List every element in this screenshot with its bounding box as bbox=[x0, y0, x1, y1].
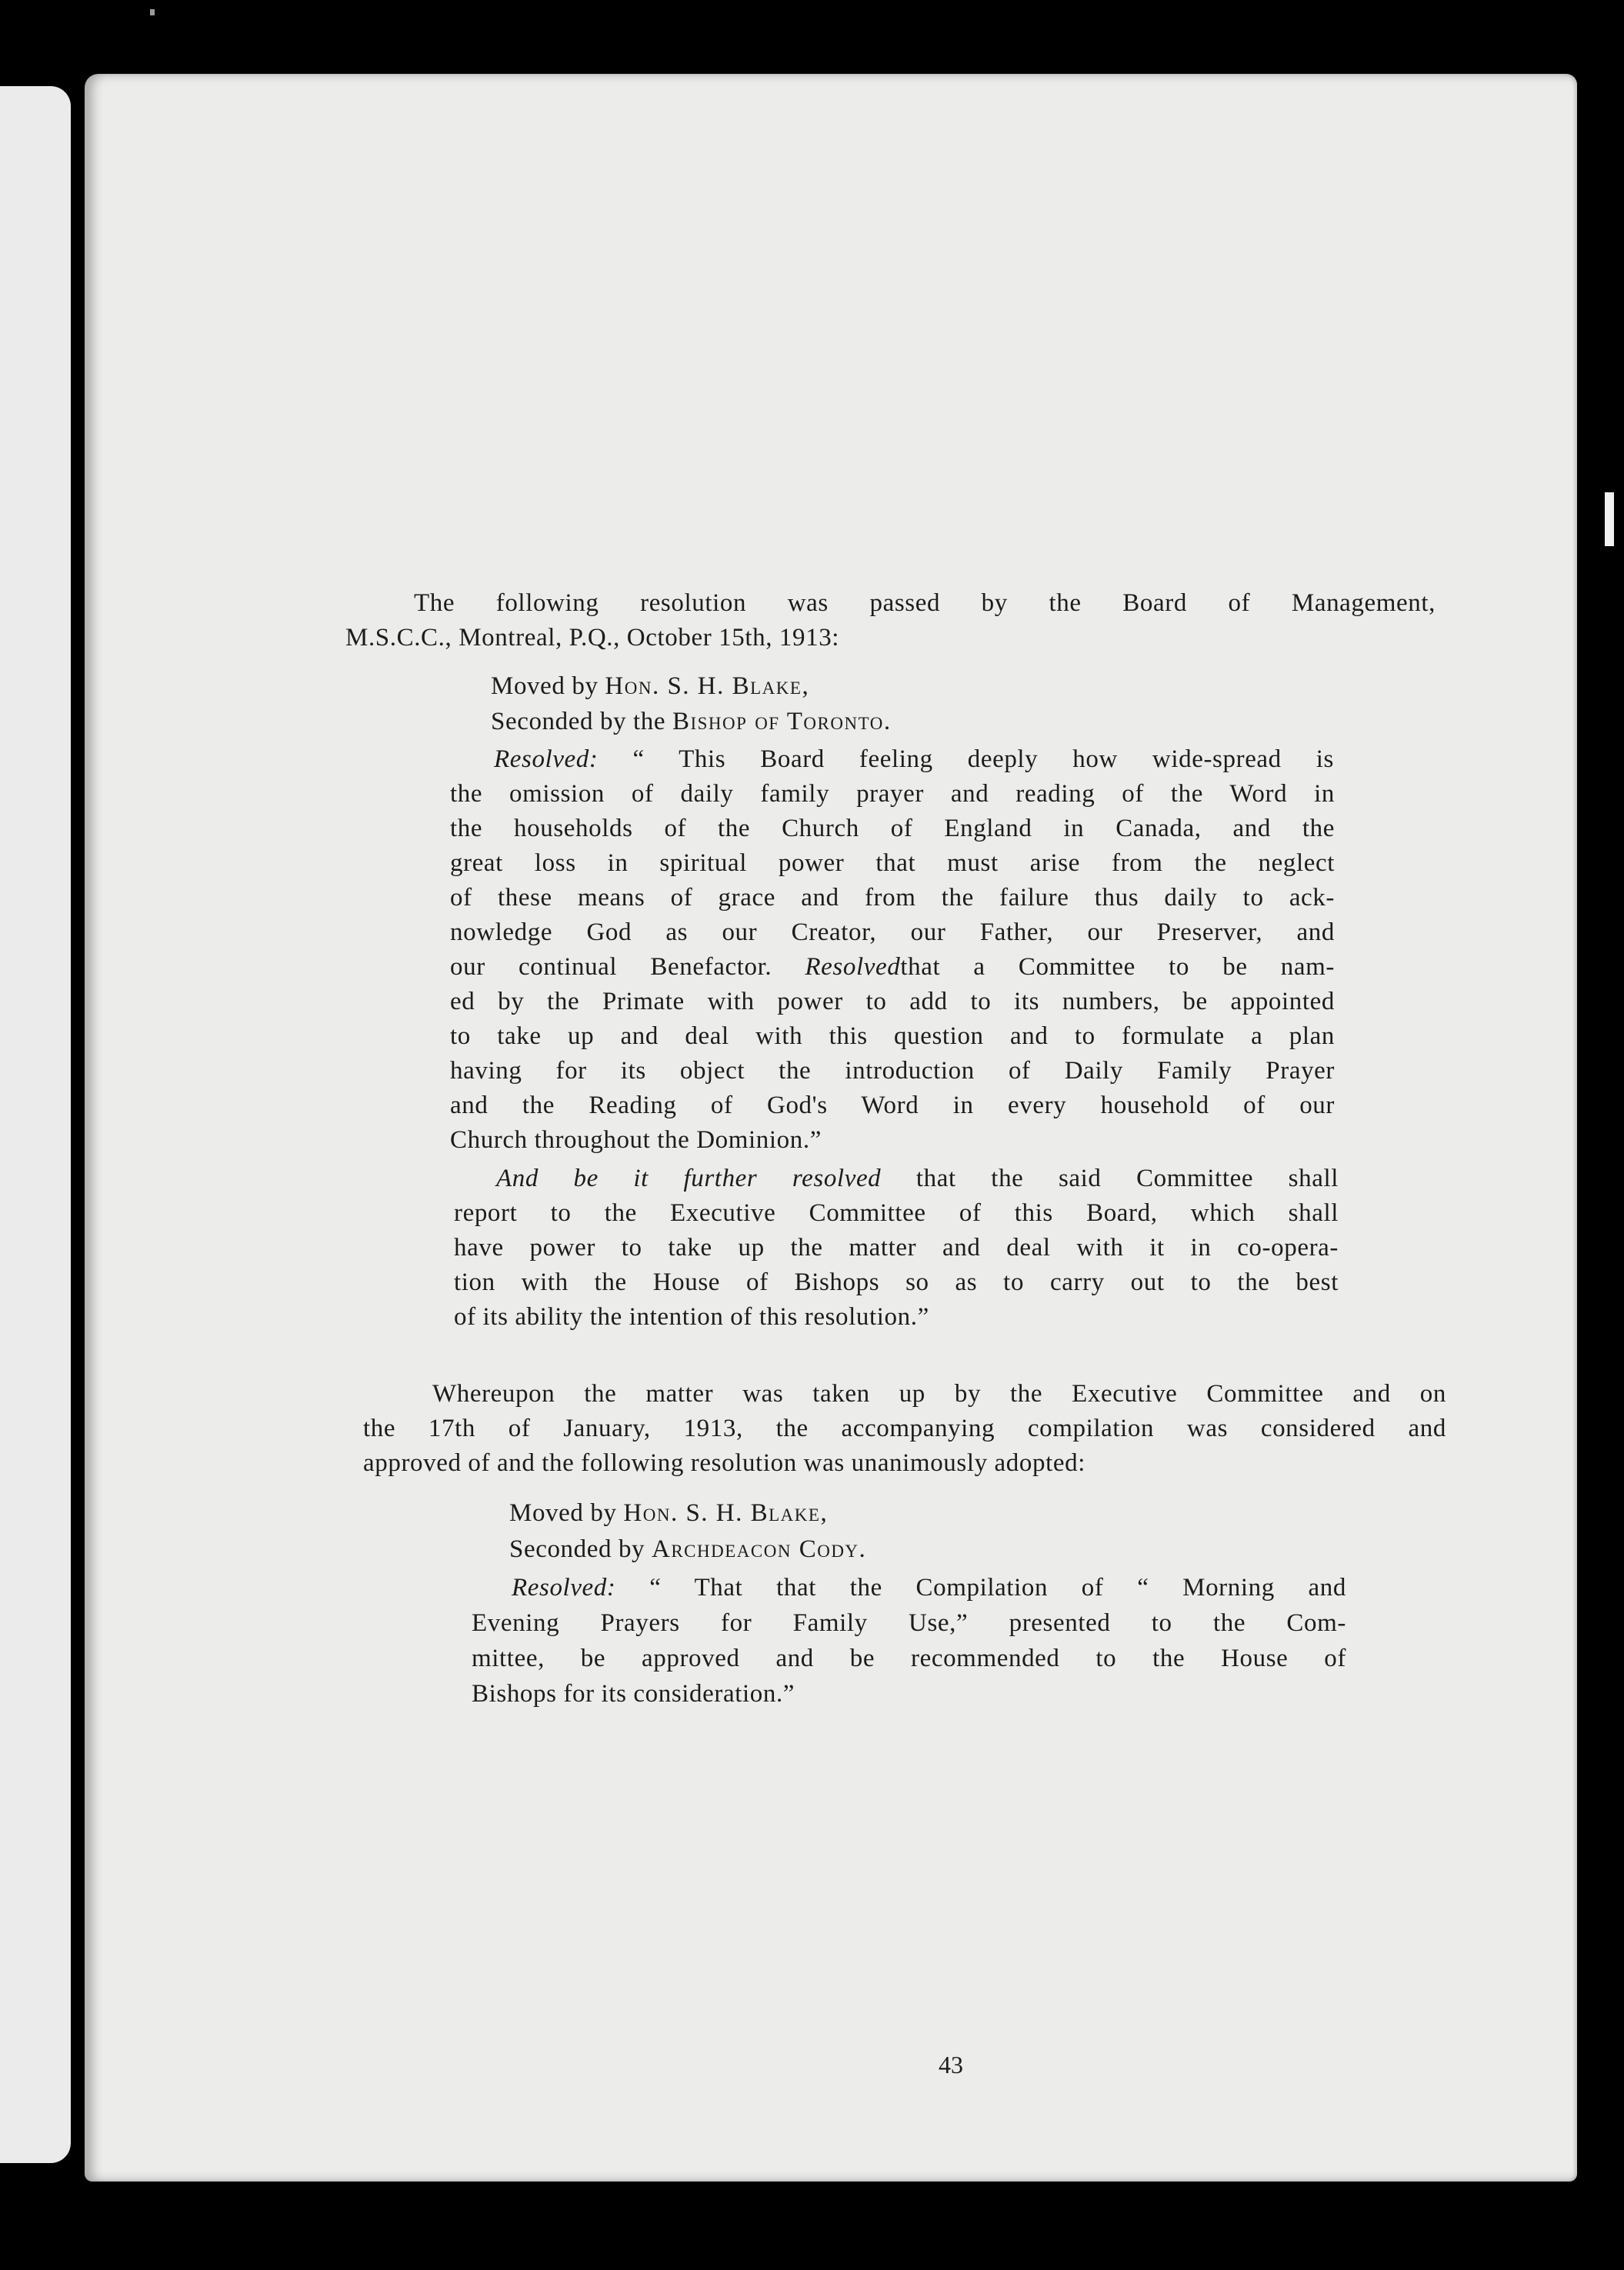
further-line: And be it further resolved that the said Committee shall bbox=[496, 1165, 1339, 1192]
resolution-line: having for its object the introduction of Daily Family Prayer bbox=[450, 1057, 1335, 1085]
further-line: tion with the House of Bishops so as to carry out to the best bbox=[454, 1268, 1339, 1296]
resolution-line: Evening Prayers for Family Use,” presented to the Com- bbox=[472, 1609, 1346, 1637]
further-label: And be it further resolved bbox=[496, 1165, 882, 1192]
resolution-line: our continual Benefactor. Resolvedthat a Committee to be nam- bbox=[450, 953, 1335, 981]
seconder-name: Archdeacon Cody. bbox=[652, 1535, 867, 1563]
moved-prefix: Moved by bbox=[509, 1499, 624, 1527]
document-page bbox=[85, 74, 1577, 2182]
seconded-line bbox=[509, 1537, 866, 1562]
paragraph-line: the 17th of January, 1913, the accompanying compilation was considered and bbox=[363, 1415, 1446, 1442]
seconded-line bbox=[491, 709, 892, 735]
resolution-line: mittee, be approved and be recommended to the House of bbox=[472, 1645, 1346, 1672]
resolution-line: to take up and deal with this question and to formulate a plan bbox=[450, 1022, 1335, 1050]
resolution-line: Resolved: “ That that the Compilation of “ Morning and bbox=[512, 1574, 1346, 1602]
further-line: have power to take up the matter and deal with it in co-opera- bbox=[454, 1234, 1339, 1262]
scan-speck bbox=[1605, 492, 1614, 546]
resolution-line: nowledge God as our Creator, our Father, our Preserver, and bbox=[450, 918, 1335, 946]
paragraph-line: M.S.C.C., Montreal, P.Q., October 15th, 1913: bbox=[345, 624, 840, 652]
scan-speck bbox=[150, 9, 155, 15]
mover-name: Hon. S. H. Blake, bbox=[605, 672, 810, 700]
paragraph-line: Whereupon the matter was taken up by the Executive Committee and on bbox=[432, 1380, 1446, 1408]
resolution-line: Resolved: “ This Board feeling deeply how wide-spread is bbox=[494, 745, 1334, 773]
resolution-line: great loss in spiritual power that must arise from the neglect bbox=[450, 849, 1335, 877]
resolved-label: Resolved: bbox=[512, 1574, 616, 1602]
resolved-inline: Resolved bbox=[805, 953, 901, 981]
resolution-line: of these means of grace and from the failure thus daily to ack- bbox=[450, 884, 1335, 912]
resolved-label: Resolved: bbox=[494, 745, 599, 773]
facing-page-edge bbox=[0, 86, 71, 2163]
seconded-prefix: Seconded by bbox=[509, 1535, 652, 1563]
paragraph-line: The following resolution was passed by the Board of Management, bbox=[414, 589, 1436, 617]
seconder-name: Bishop of Toronto. bbox=[672, 708, 892, 735]
page-number: 43 bbox=[939, 2051, 963, 2078]
moved-line bbox=[509, 1501, 828, 1526]
moved-line bbox=[491, 674, 809, 699]
resolution-line: the omission of daily family prayer and reading of the Word in bbox=[450, 780, 1335, 808]
resolution-line: Church throughout the Dominion.” bbox=[450, 1126, 822, 1154]
moved-prefix: Moved by bbox=[491, 672, 605, 700]
paragraph-line: approved of and the following resolution was unanimously adopted: bbox=[363, 1449, 1085, 1477]
further-line: of its ability the intention of this resolution.” bbox=[454, 1303, 929, 1331]
further-line: report to the Executive Committee of this Board, which shall bbox=[454, 1199, 1339, 1227]
resolution-line: Bishops for its consideration.” bbox=[472, 1680, 795, 1708]
mover-name: Hon. S. H. Blake, bbox=[623, 1499, 829, 1527]
seconded-prefix: Seconded by the bbox=[491, 708, 672, 735]
resolution-line: the households of the Church of England in Canada, and the bbox=[450, 815, 1335, 842]
resolution-line: ed by the Primate with power to add to its numbers, be appointed bbox=[450, 988, 1335, 1015]
resolution-line: and the Reading of God's Word in every household of our bbox=[450, 1092, 1335, 1119]
